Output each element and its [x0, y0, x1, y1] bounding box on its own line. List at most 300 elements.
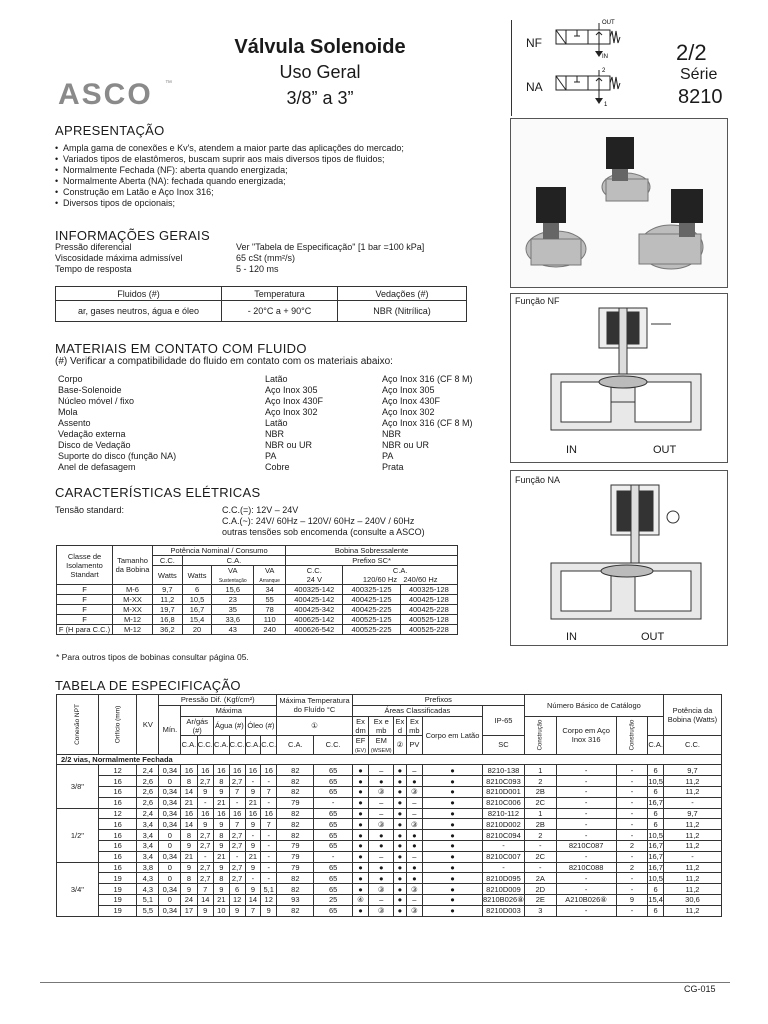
spec-table-body	[57, 765, 722, 916]
table-header: C.C. 24 V	[286, 566, 343, 585]
table-cell: 7	[245, 905, 261, 916]
table-cell: 8210D003	[483, 905, 525, 916]
symbol-out-label: OUT	[602, 20, 615, 26]
table-cell: 16	[98, 797, 137, 808]
table-cell: 9,7	[663, 765, 721, 776]
table-cell: ③	[406, 786, 422, 797]
table-cell: 2,7	[229, 862, 245, 873]
tensao-line: C.A.(~): 24V/ 60Hz – 120V/ 60Hz – 240V / 60Hz	[222, 516, 415, 526]
info-value: Ver "Tabela de Especificação" [1 bar =100 kPa]	[236, 242, 425, 252]
table-cell: M-XX	[113, 605, 153, 615]
table-cell: 0	[159, 830, 181, 841]
table-cell: 55	[254, 595, 286, 605]
materiais-note: (#) Verificar a compatibilidade do fluido em contato com os materiais abaixo:	[55, 356, 393, 367]
table-cell: –	[369, 894, 394, 905]
table-cell: 79	[277, 862, 314, 873]
table-cell: 11,2	[663, 873, 721, 884]
table-cell: 21	[181, 851, 197, 862]
table-cell: 2,6	[137, 776, 159, 787]
table-cell: ●	[406, 840, 422, 851]
table-cell: 17	[181, 905, 197, 916]
table-cell: -	[556, 819, 616, 830]
table-header: Pressão Dif. (Kgf/cm²)	[159, 695, 277, 706]
table-cell: 9	[181, 884, 197, 895]
table-cell: 11,2	[663, 786, 721, 797]
table-cell: 8210-138	[483, 765, 525, 776]
table-cell: 0,34	[159, 851, 181, 862]
table-cell: 16	[98, 851, 137, 862]
table-cell: 16,7	[648, 852, 663, 862]
table-cell: 15,4	[648, 895, 663, 905]
table-cell: 16	[98, 776, 137, 787]
table-cell: -	[524, 862, 556, 873]
table-cell: 35	[212, 605, 254, 615]
table-cell: -	[261, 776, 277, 787]
asco-logo: ASCO	[58, 78, 153, 111]
subtitle-size: 3/8” a 3”	[286, 88, 354, 108]
table-cell: 9	[197, 786, 214, 797]
table-header: Construção	[524, 716, 556, 754]
table-cell: ●	[406, 830, 422, 841]
apresentacao-list	[55, 143, 475, 209]
table-cell: 0,34	[159, 884, 181, 895]
table-cell: 400525-225	[343, 625, 400, 635]
table-cell: 0,34	[159, 786, 181, 797]
table-cell: 9	[197, 819, 214, 830]
table-cell: 7	[229, 786, 245, 797]
table-cell: ③	[369, 786, 394, 797]
table-cell: ●	[423, 862, 483, 873]
table-cell: 65	[314, 873, 352, 884]
table-row	[57, 884, 722, 895]
table-cell: -	[556, 765, 616, 776]
connection-size: 3/8"	[57, 765, 99, 808]
table-cell: 21	[245, 851, 261, 862]
table-cell: 8210C093	[483, 776, 525, 787]
table-cell: -	[483, 862, 525, 873]
table-cell: 10,5	[648, 776, 663, 786]
table-cell: -	[556, 851, 616, 862]
table-cell: 93	[277, 894, 314, 905]
table-cell: ④	[352, 894, 369, 905]
table-cell: 2E	[524, 894, 556, 905]
table-cell: 19,7	[153, 605, 183, 615]
table-cell: ●	[423, 894, 483, 905]
valve-section-nf-icon	[511, 294, 727, 462]
table-cell: 16	[181, 765, 197, 776]
table-header: Potência da Bobina (Watts)	[663, 695, 721, 736]
table-cell: 400425-128	[400, 595, 457, 605]
table-cell: -	[556, 808, 616, 819]
table-cell: 9	[214, 786, 230, 797]
table-cell: ●	[423, 776, 483, 787]
table-row	[57, 615, 458, 625]
spec-category: 2/2 vias, Normalmente Fechada	[57, 754, 722, 765]
nf-diagram-title: Função NF	[515, 296, 560, 306]
table-cell: 11,2	[663, 819, 721, 830]
table-cell: -	[616, 884, 648, 895]
section-title-eletricas: CARACTERÍSTICAS ELÉTRICAS	[55, 485, 261, 500]
tensao-values	[222, 505, 425, 538]
table-cell: 10,5	[182, 595, 212, 605]
table-cell: -	[229, 851, 245, 862]
info-label: Viscosidade máxima admissível	[55, 253, 183, 263]
table-cell: ●	[352, 797, 369, 808]
info-value: 5 - 120 ms	[236, 264, 279, 274]
table-cell: ●	[369, 776, 394, 787]
table-cell: 11,2	[663, 862, 721, 873]
table-cell: ●	[394, 840, 407, 851]
table-cell: 19	[98, 905, 137, 916]
table-cell: -	[261, 873, 277, 884]
table-cell: 16	[98, 786, 137, 797]
table-cell: 2,7	[197, 862, 214, 873]
table-cell: 9	[245, 884, 261, 895]
table-cell: -	[261, 862, 277, 873]
table-cell: 8	[214, 776, 230, 787]
table-cell: 33,6	[212, 615, 254, 625]
table-cell: F	[57, 605, 113, 615]
symbol-port-1: 1	[604, 102, 608, 108]
table-cell: 12	[229, 894, 245, 905]
page-code: CG-015	[684, 984, 716, 994]
table-cell: 5,1	[137, 894, 159, 905]
table-cell: 2,4	[137, 765, 159, 776]
table-cell: 400425-225	[343, 605, 400, 615]
table-header: Classe de Isolamento Standart	[57, 546, 113, 585]
table-cell: -	[616, 905, 648, 916]
table-cell: ●	[352, 884, 369, 895]
table-cell: 19	[98, 894, 137, 905]
table-cell: ③	[406, 905, 422, 916]
table-cell: 8210D095	[483, 873, 525, 884]
table-cell: 9	[197, 905, 214, 916]
fluid-value: ar, gases neutros, água e óleo	[56, 301, 222, 322]
table-cell: 0	[159, 840, 181, 851]
header-divider	[511, 20, 512, 116]
table-cell: 3,4	[137, 830, 159, 841]
table-cell: 7	[197, 884, 214, 895]
table-cell: 400325-125	[343, 585, 400, 595]
table-cell: 16	[229, 765, 245, 776]
table-cell: ●	[394, 819, 407, 830]
table-cell: -	[245, 830, 261, 841]
table-cell: -	[616, 765, 648, 776]
info-labels	[55, 242, 235, 275]
table-header: Máxima Temperatura do Fluído °C	[277, 695, 353, 717]
table-cell: -	[616, 873, 648, 884]
table-cell: 34	[254, 585, 286, 595]
table-header: PV	[406, 735, 422, 754]
table-cell: 6	[229, 884, 245, 895]
table-cell: 16	[98, 819, 137, 830]
table-cell: 82	[277, 905, 314, 916]
table-cell: 11,2	[153, 595, 183, 605]
table-header: Ex dm	[352, 716, 369, 735]
table-cell: ●	[352, 862, 369, 873]
table-header: Tamanho da Bobina	[113, 546, 153, 585]
table-cell: ●	[352, 776, 369, 787]
table-cell: 8210C094	[483, 830, 525, 841]
table-header: Óleo (#)	[245, 716, 277, 735]
table-cell: 2,7	[229, 840, 245, 851]
table-cell: 2,7	[197, 776, 214, 787]
table-cell: 12	[261, 894, 277, 905]
valve-section-na-icon	[511, 471, 727, 645]
table-header: Áreas Classificadas	[352, 705, 482, 716]
section-title-spec: TABELA DE ESPECIFICAÇÃO	[55, 678, 241, 693]
table-cell: 16	[245, 808, 261, 819]
table-cell: ●	[406, 873, 422, 884]
table-cell: 9	[245, 862, 261, 873]
footer-divider	[40, 982, 730, 983]
table-cell: 8	[214, 873, 230, 884]
table-cell: -	[314, 851, 352, 862]
table-cell: 2,4	[137, 808, 159, 819]
table-cell: -	[261, 851, 277, 862]
table-cell: 78	[254, 605, 286, 615]
table-header: Corpo em Aço Inox 316	[556, 716, 616, 754]
table-header: Mín.	[159, 705, 181, 754]
list-item: Corpo Latão Aço Inox 316 (CF 8 M)	[58, 374, 473, 384]
table-cell: 65	[314, 905, 352, 916]
spec-table	[56, 694, 722, 917]
table-cell: 21	[214, 797, 230, 808]
table-cell: 8210B026⑧	[483, 895, 524, 905]
serie-label: Série	[680, 66, 718, 83]
table-header: SC	[483, 735, 525, 754]
table-cell: -	[245, 873, 261, 884]
table-cell: 16	[197, 765, 214, 776]
table-cell: 400425-125	[343, 595, 400, 605]
table-header: Ar/gás (#)	[181, 716, 214, 735]
list-item: Vedação externa NBR NBR	[58, 429, 402, 439]
table-cell: 6	[182, 585, 212, 595]
table-cell: 9	[214, 840, 230, 851]
list-item: • Variados tipos de elastômeros, buscam suprir aos mais diversos tipos de fluidos;	[55, 154, 475, 165]
na-out-label: OUT	[641, 631, 665, 643]
table-cell: ●	[394, 786, 407, 797]
list-item: • Normalmente Aberta (NA): fechada quando energizada;	[55, 176, 475, 187]
table-cell: 43	[212, 625, 254, 635]
table-header: EF (EV)	[352, 735, 369, 754]
table-cell: 65	[314, 884, 352, 895]
table-cell: 1	[524, 765, 556, 776]
table-header: C.C.	[197, 735, 214, 754]
section-title-materiais: MATERIAIS EM CONTATO COM FLUIDO	[55, 341, 307, 356]
table-cell: 82	[277, 830, 314, 841]
table-header: Construção	[616, 716, 648, 754]
table-cell: ●	[369, 873, 394, 884]
table-cell: ●	[394, 765, 407, 776]
table-cell: ●	[406, 776, 422, 787]
table-cell: ③	[369, 819, 394, 830]
table-cell: 6	[648, 765, 664, 776]
table-cell: 9	[261, 905, 277, 916]
table-cell: –	[369, 797, 394, 808]
table-cell: 25	[314, 894, 352, 905]
table-row	[57, 894, 722, 905]
connection-size: 1/2"	[57, 808, 99, 862]
na-in-label: IN	[566, 631, 577, 643]
table-cell: M-XX	[113, 595, 153, 605]
table-cell: ●	[369, 830, 394, 841]
table-cell: 16	[181, 808, 197, 819]
table-cell: 9	[214, 884, 230, 895]
table-cell: 12	[98, 808, 137, 819]
table-cell: ●	[423, 808, 483, 819]
na-diagram-title: Função NA	[515, 475, 561, 485]
table-cell: ●	[352, 819, 369, 830]
temp-value: - 20°C a + 90°C	[222, 301, 338, 322]
table-cell: 2,7	[229, 776, 245, 787]
way-ratio: 2/2	[676, 40, 707, 65]
table-cell: 2	[524, 776, 556, 787]
table-cell: 8210C088	[556, 862, 616, 873]
table-cell: –	[369, 851, 394, 862]
table-cell: 3	[524, 905, 556, 916]
table-cell: 400325-142	[286, 585, 343, 595]
table-header: C.A.	[181, 735, 197, 754]
info-label: Pressão diferencial	[55, 242, 132, 252]
table-cell: ●	[394, 797, 407, 808]
table-cell: –	[406, 851, 422, 862]
table-row	[57, 595, 458, 605]
table-cell: 15,4	[182, 615, 212, 625]
table-row	[57, 625, 458, 635]
table-cell: -	[663, 797, 721, 808]
coil-table	[56, 545, 458, 635]
list-item: Base-Solenoide Aço Inox 305 Aço Inox 305	[58, 385, 435, 395]
table-cell: -	[556, 884, 616, 895]
table-cell: ●	[352, 765, 369, 776]
table-row	[57, 585, 458, 595]
table-row	[57, 905, 722, 916]
table-header: Bobina Sobressalente	[286, 546, 458, 556]
list-item: Assento Latão Aço Inox 316 (CF 8 M)	[58, 418, 473, 428]
table-cell: 2,6	[137, 797, 159, 808]
table-cell: 110	[254, 615, 286, 625]
table-cell: 21	[181, 797, 197, 808]
table-cell: 79	[277, 797, 314, 808]
table-cell: ●	[394, 873, 407, 884]
table-cell: -	[229, 797, 245, 808]
table-cell: 2,7	[229, 873, 245, 884]
list-item: Anel de defasagem Cobre Prata	[58, 462, 404, 472]
table-cell: F	[57, 585, 113, 595]
table-cell: -	[556, 873, 616, 884]
table-cell: ●	[394, 862, 407, 873]
table-cell: 19	[98, 873, 137, 884]
table-cell: 8210D001	[483, 786, 525, 797]
list-item: Núcleo móvel / fixo Aço Inox 430F Aço Inox 430F	[58, 396, 441, 406]
table-cell: 2,7	[197, 840, 214, 851]
table-cell: 21	[245, 797, 261, 808]
table-cell: 9,7	[663, 808, 721, 819]
table-cell: ●	[423, 797, 483, 808]
table-row	[57, 873, 722, 884]
table-cell: 9	[245, 786, 261, 797]
nf-out-label: OUT	[653, 444, 677, 456]
list-item: Mola Aço Inox 302 Aço Inox 302	[58, 407, 435, 417]
table-header: VA Arranque	[254, 566, 286, 585]
table-cell: 8	[214, 830, 230, 841]
table-header: Prefixo SC*	[286, 556, 458, 566]
table-cell: 8210C007	[483, 851, 525, 862]
table-cell: 9	[616, 894, 648, 905]
table-cell: -	[261, 797, 277, 808]
table-cell: 16	[98, 862, 137, 873]
table-cell: 2	[616, 840, 648, 851]
table-cell: ●	[406, 862, 422, 873]
table-header: C.C.	[153, 556, 183, 566]
table-cell: ●	[423, 819, 483, 830]
table-cell: -	[616, 830, 648, 841]
table-cell: 400626-542	[286, 625, 343, 635]
table-cell: 2D	[524, 884, 556, 895]
table-cell: 65	[314, 840, 352, 851]
list-item: Disco de Vedação NBR ou UR NBR ou UR	[58, 440, 430, 450]
table-cell: 2,7	[229, 830, 245, 841]
table-cell: 2B	[524, 786, 556, 797]
table-header: Watts	[153, 566, 183, 585]
table-cell: ●	[423, 873, 483, 884]
table-cell: ●	[352, 840, 369, 851]
table-cell: 16	[261, 808, 277, 819]
table-cell: 23	[212, 595, 254, 605]
table-header: Máxima	[181, 705, 277, 716]
nf-symbol-label: NF	[526, 36, 542, 50]
table-cell: 6	[648, 884, 664, 895]
nf-diagram	[510, 293, 728, 463]
table-cell: ●	[423, 905, 483, 916]
table-header: C.A.	[277, 735, 314, 754]
table-cell: 82	[277, 884, 314, 895]
table-header: Corpo em Latão	[423, 716, 483, 754]
table-cell: 1	[524, 808, 556, 819]
table-header: KV	[137, 695, 159, 755]
table-cell: ●	[423, 786, 483, 797]
table-cell: 3,4	[137, 851, 159, 862]
table-cell: -	[261, 840, 277, 851]
table-cell: 65	[314, 808, 352, 819]
table-cell: 6	[648, 786, 664, 797]
fluid-header: Fluidos (#)	[56, 287, 222, 301]
table-cell: 400425-342	[286, 605, 343, 615]
na-diagram	[510, 470, 728, 646]
table-header: EM (WSEM)	[369, 735, 394, 754]
table-cell: F	[57, 595, 113, 605]
table-header: C.C.	[314, 735, 352, 754]
table-cell: 11,2	[663, 884, 721, 895]
table-header: C.A.	[182, 556, 285, 566]
table-cell: ●	[423, 851, 483, 862]
table-cell: 16	[214, 765, 230, 776]
table-row	[57, 819, 722, 830]
table-cell: -	[616, 797, 648, 808]
table-cell: 3,8	[137, 862, 159, 873]
table-cell: 14	[245, 894, 261, 905]
table-cell: 2,6	[137, 786, 159, 797]
table-cell: 0,34	[159, 905, 181, 916]
table-cell: 400525-125	[343, 615, 400, 625]
table-cell: 9	[245, 840, 261, 851]
table-cell: 0,34	[159, 819, 181, 830]
table-cell: 12	[98, 765, 137, 776]
valve-photo-icon	[511, 119, 727, 287]
table-cell: -	[197, 851, 214, 862]
table-cell: 82	[277, 786, 314, 797]
